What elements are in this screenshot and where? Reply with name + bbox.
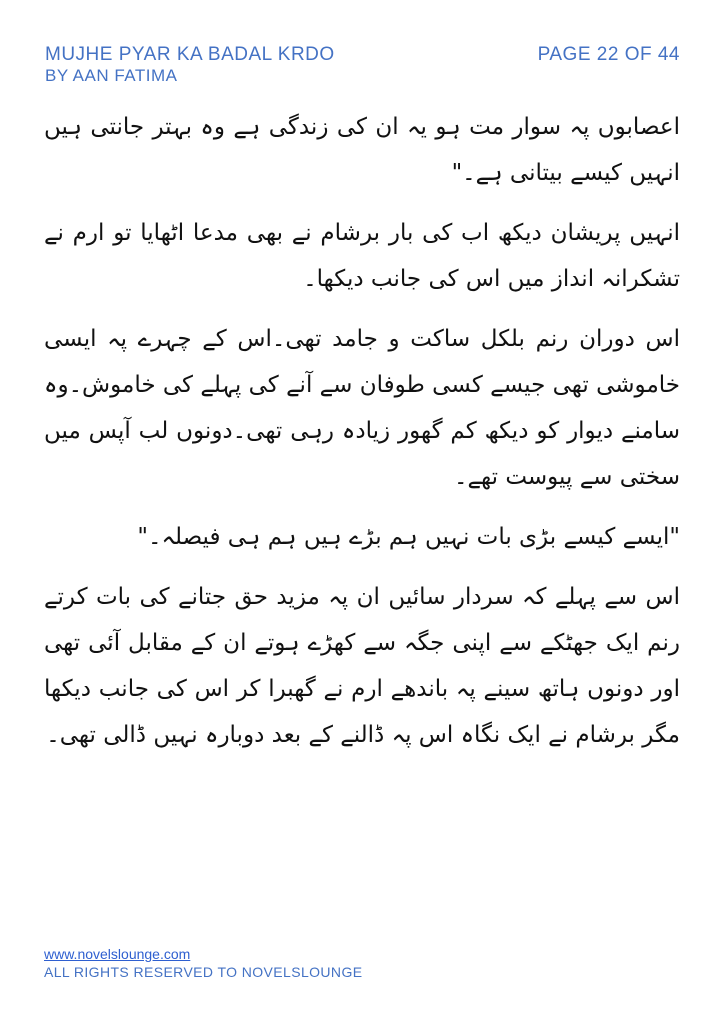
- website-link[interactable]: www.novelslounge.com: [44, 946, 191, 962]
- book-title: MUJHE PYAR KA BADAL KRDO: [45, 44, 335, 65]
- book-author: BY AAN FATIMA: [45, 66, 178, 85]
- document-header: [45, 44, 335, 86]
- document-footer: [44, 945, 362, 981]
- rights-notice: ALL RIGHTS RESERVED TO NOVELSLOUNGE: [44, 964, 363, 980]
- paragraph: اس دوران رنم بلکل ساکت و جامد تھی۔اس کے چہرے پہ ایسی خاموشی تھی جیسے کسی طوفان سے آنے کی پہلے کی خاموش۔وہ سامنے دیوار کو دیکھ کم گھور زیادہ رہی تھی۔دونوں لب آپس میں سختی سے پیوست تھے۔: [44, 326, 680, 490]
- paragraph: اس سے پہلے کہ سردار سائیں ان پہ مزید حق جتانے کی بات کرتے رنم ایک جھٹکے سے اپنی جگہ سے کھڑے ہوتے ان کے مقابل آئی تھی اور دونوں ہاتھ سینے پہ باندھے ارم نے گھبرا کر اس کی جانب دیکھا مگر برشام نے ایک نگاہ اس پہ ڈالنے کے بعد دوبارہ نہیں ڈالی تھی۔: [44, 584, 680, 748]
- paragraph: "ایسے کیسے بڑی بات نہیں ہم بڑے ہیں ہم ہی فیصلہ۔": [137, 524, 680, 550]
- paragraph: اعصابوں پہ سوار مت ہو یہ ان کی زندگی ہے وہ بہتر جانتی ہیں انہیں کیسے بیتانی ہے۔": [44, 114, 680, 186]
- paragraph: انہیں پریشان دیکھ اب کی بار برشام نے بھی مدعا اٹھایا تو ارم نے تشکرانہ انداز میں اس کی جانب دیکھا۔: [44, 220, 680, 292]
- page-body: [44, 104, 680, 772]
- page-number: PAGE 22 OF 44: [537, 44, 680, 65]
